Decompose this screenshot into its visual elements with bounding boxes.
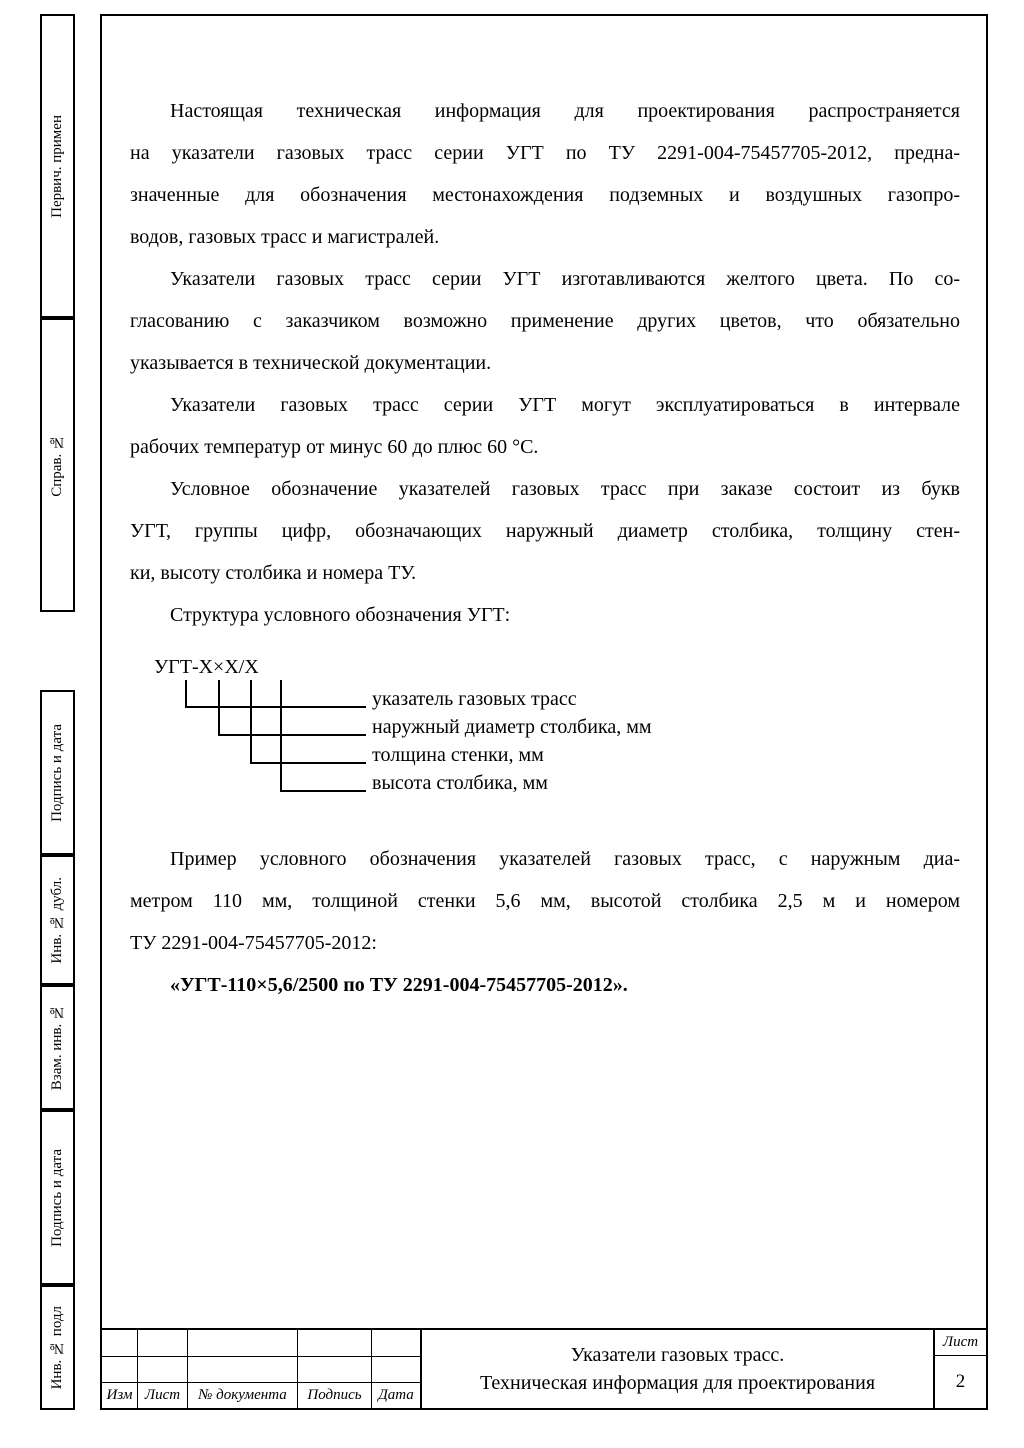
- paragraph-line: значенные для обозначения местонахождения подземных и воздушных газопро-: [130, 184, 960, 206]
- column-header-izm: Изм: [102, 1383, 138, 1408]
- paragraph-line: водов, газовых трасс и магистралей.: [130, 226, 440, 248]
- document-title-line-1: Указатели газовых трасс.: [570, 1344, 785, 1366]
- column-header-list: Лист: [138, 1383, 188, 1408]
- stamp-podpis-data-2: [40, 1110, 75, 1285]
- stamp-label: Взам. инв. №: [49, 1004, 65, 1091]
- paragraph-line: Пример условного обозначения указателей газовых трасс, с наружным диа-: [170, 848, 960, 870]
- revision-row-empty-2: [102, 1356, 420, 1382]
- paragraph-line: метром 110 мм, толщиной стенки 5,6 мм, высотой столбика 2,5 м и номером: [130, 890, 960, 912]
- stamp-inv-podl: [40, 1285, 75, 1410]
- diagram-label-1: указатель газовых трасс: [372, 688, 577, 710]
- document-title-cell: [422, 1330, 933, 1408]
- sheet-number-cell: [933, 1330, 986, 1408]
- paragraph-line: указывается в технической документации.: [130, 352, 492, 374]
- stamp-label: Подпись и дата: [49, 723, 65, 822]
- stamp-label: Подпись и дата: [49, 1148, 65, 1247]
- paragraph-line: Указатели газовых трасс серии УГТ могут эксплуатироваться в интервале: [170, 394, 960, 416]
- diagram-label-2: наружный диаметр столбика, мм: [372, 716, 652, 738]
- stamp-label: Инв. № дубл.: [49, 876, 65, 964]
- designation-structure-diagram: [130, 654, 960, 812]
- example-designation: «УГТ-110×5,6/2500 по ТУ 2291-004-75457705-2012».: [170, 974, 628, 996]
- title-block: [102, 1328, 986, 1408]
- page-frame: [100, 14, 988, 1410]
- designation-code: УГТ-Х×Х/Х: [154, 656, 259, 678]
- paragraph-line: на указатели газовых трасс серии УГТ по ТУ 2291-004-75457705-2012, предна-: [130, 142, 960, 164]
- paragraph-line: Указатели газовых трасс серии УГТ изготавливаются желтого цвета. По со-: [170, 268, 960, 290]
- paragraph-line: ки, высоту столбика и номера ТУ.: [130, 562, 417, 584]
- paragraph-line: рабочих температур от минус 60 до плюс 60 °С.: [130, 436, 539, 458]
- stamp-vzam-inv: [40, 985, 75, 1110]
- paragraph-line: Условное обозначение указателей газовых трасс при заказе состоит из букв: [170, 478, 960, 500]
- connector-line-4: [280, 680, 366, 792]
- paragraph-line: Настоящая техническая информация для проектирования распространяется: [170, 100, 960, 122]
- paragraph-line: ТУ 2291-004-75457705-2012:: [130, 932, 377, 954]
- stamp-pervich-primen: [40, 14, 75, 318]
- sheet-number: 2: [955, 1371, 966, 1392]
- paragraph-line: Структура условного обозначения УГТ:: [170, 604, 511, 626]
- column-header-podpis: Подпись: [298, 1383, 372, 1408]
- title-block-revision-table: [102, 1330, 422, 1408]
- stamp-label: Первич. примен: [49, 114, 65, 218]
- stamp-label: Справ. №: [49, 433, 65, 497]
- revision-header-row: [102, 1382, 420, 1408]
- stamp-podpis-data-1: [40, 690, 75, 855]
- diagram-label-4: высота столбика, мм: [372, 772, 548, 794]
- revision-row-empty-1: [102, 1330, 420, 1356]
- document-title-line-2: Техническая информация для проектирования: [479, 1372, 876, 1394]
- diagram-label-3: толщина стенки, мм: [372, 744, 544, 766]
- paragraph-line: УГТ, группы цифр, обозначающих наружный диаметр столбика, толщину стен-: [130, 520, 960, 542]
- stamp-inv-dubl: [40, 855, 75, 985]
- column-header-dokument: № документа: [188, 1383, 298, 1408]
- stamp-sprav-no: [40, 318, 75, 612]
- stamp-label: Инв. № подл: [49, 1305, 65, 1390]
- paragraph-line: гласованию с заказчиком возможно применение других цветов, что обязательно: [130, 310, 960, 332]
- sheet-label: Лист: [935, 1330, 986, 1356]
- document-content: [130, 90, 960, 1006]
- column-header-data: Дата: [378, 1387, 414, 1403]
